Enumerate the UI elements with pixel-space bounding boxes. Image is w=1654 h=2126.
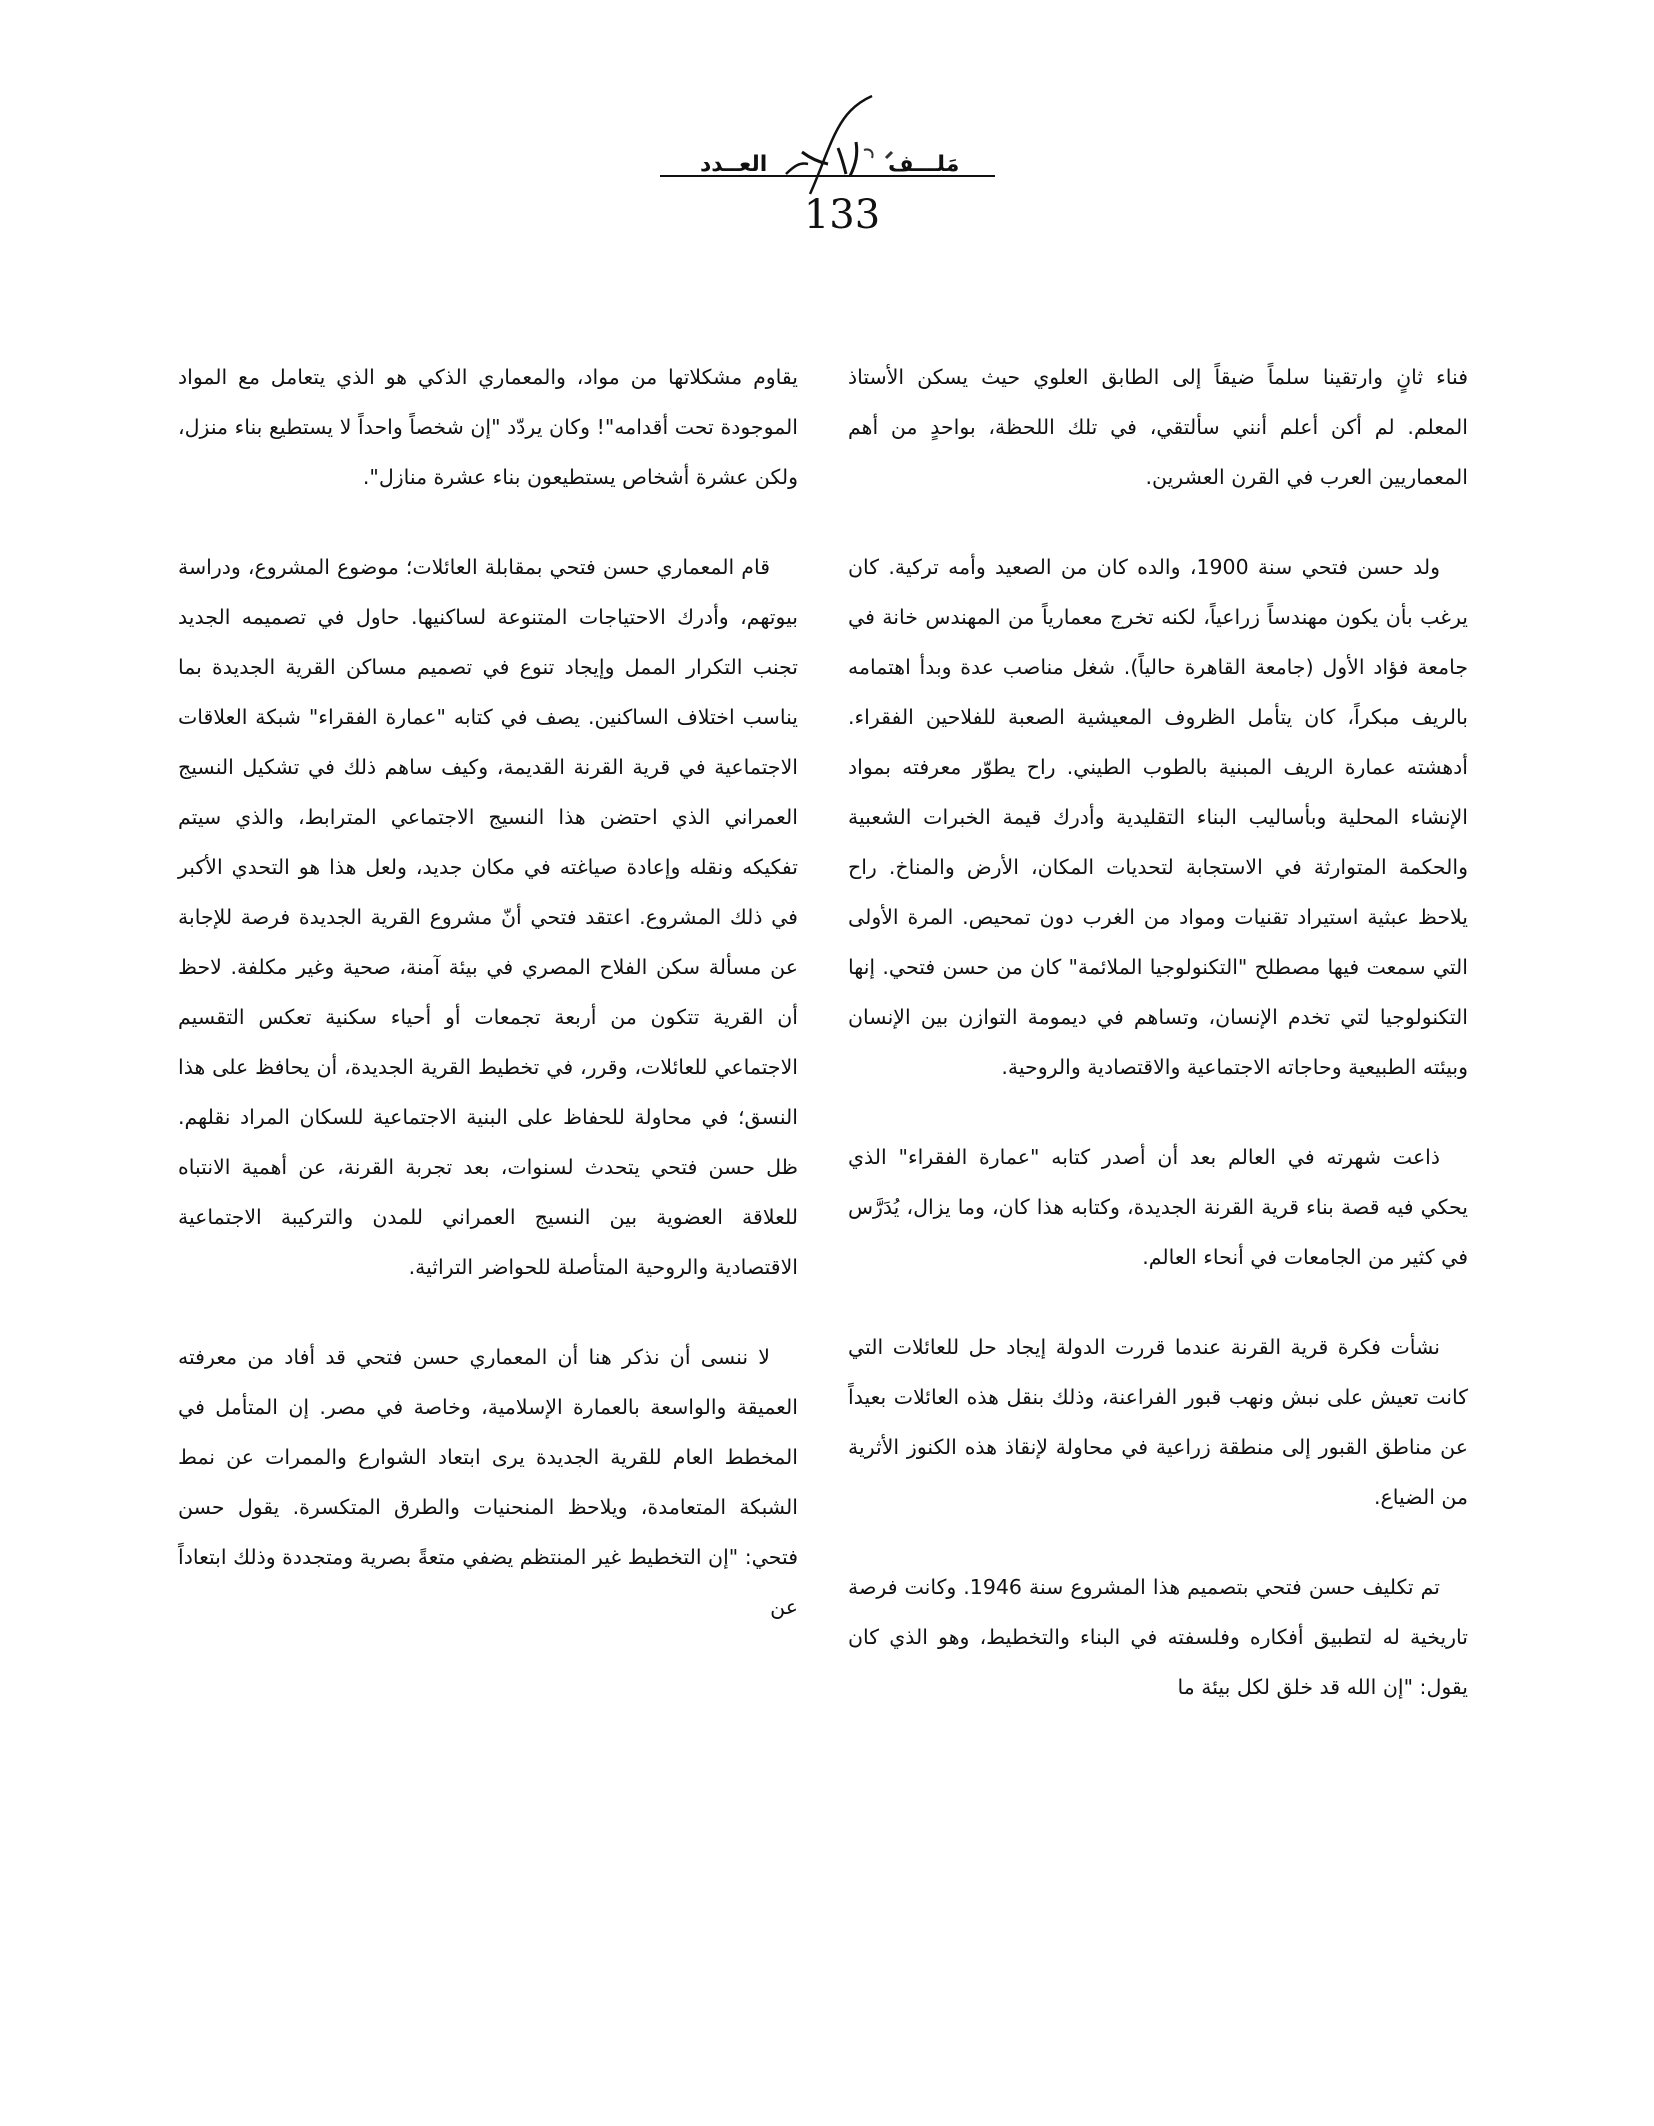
logo-mark-icon xyxy=(660,92,1000,202)
paragraph: فناء ثانٍ وارتقينا سلماً ضيقاً إلى الطابق العلوي حيث يسكن الأستاذ المعلم. لم أكن أعلم أنني سألتقي، في تلك اللحظة، بواحدٍ من أهم المعماريين العرب في القرن العشرين. xyxy=(848,365,1468,489)
paragraph: تم تكليف حسن فتحي بتصميم هذا المشروع سنة 1946. وكانت فرصة تاريخية له لتطبيق أفكاره وفلسفته في البناء والتخطيط، وهو الذي كان يقول: "إن الله قد خلق لكل بيئة ما xyxy=(848,1575,1468,1699)
paragraph: نشأت فكرة قرية القرنة عندما قررت الدولة إيجاد حل للعائلات التي كانت تعيش على نبش ونهب قبور الفراعنة، وذلك بنقل هذه العائلات بعيداً عن مناطق القبور إلى منطقة زراعية في محاولة لإنقاذ هذه الكنوز الأثرية من الضياع. xyxy=(848,1335,1468,1509)
section-label-file: مَلـــف xyxy=(888,152,960,177)
page-number: 133 xyxy=(803,192,881,238)
article-column-left xyxy=(178,352,798,1672)
section-label-issue: العــدد xyxy=(700,152,768,177)
paragraph: ذاعت شهرته في العالم بعد أن أصدر كتابه "عمارة الفقراء" الذي يحكي فيه قصة بناء قرية القرنة الجديدة، وكتابه هذا كان، وما يزال، يُدَرَّس في كثير من الجامعات في أنحاء العالم. xyxy=(848,1145,1468,1269)
paragraph: لا ننسى أن نذكر هنا أن المعماري حسن فتحي قد أفاد من معرفته العميقة والواسعة بالعمارة الإسلامية، وخاصة في مصر. إن المتأمل في المخطط العام للقرية الجديدة يرى ابتعاد الشوارع والممرات عن نمط الشبكة المتعامدة، ويلاحظ المنحنيات والطرق المتكسرة. يقول حسن فتحي: "إن التخطيط غير المنتظم يضفي متعةً بصرية ومتجددة وذلك ابتعاداً عن xyxy=(178,1345,798,1619)
paragraph: ولد حسن فتحي سنة 1900، والده كان من الصعيد وأمه تركية. كان يرغب بأن يكون مهندساً زراعياً، لكنه تخرج معمارياً من المهندس خانة في جامعة فؤاد الأول (جامعة القاهرة حالياً). شغل مناصب عدة وبدأ اهتمامه بالريف مبكراً، كان يتأمل الظروف المعيشية الصعبة للفلاحين الفقراء. أدهشته عمارة الريف المبنية بالطوب الطيني. راح يطوّر معرفته بمواد الإنشاء المحلية وبأساليب البناء التقليدية وأدرك قيمة الخبرات الشعبية والحكمة المتوارثة في الاستجابة لتحديات المكان، الأرض والمناخ. راح يلاحظ عبثية استيراد تقنيات ومواد من الغرب دون تمحيص. المرة الأولى التي سمعت فيها مصطلح "التكنولوجيا الملائمة" كان من حسن فتحي. إنها التكنولوجيا لتي تخدم الإنسان، وتساهم في ديمومة التوازن بين الإنسان وبيئته الطبيعية وحاجاته الاجتماعية والاقتصادية والروحية. xyxy=(848,555,1468,1079)
paragraph: قام المعماري حسن فتحي بمقابلة العائلات؛ موضوع المشروع، ودراسة بيوتهم، وأدرك الاحتياجات المتنوعة لساكنيها. حاول في تصميمه الجديد تجنب التكرار الممل وإيجاد تنوع في تصميم مساكن القرية الجديدة بما يناسب اختلاف الساكنين. يصف في كتابه "عمارة الفقراء" شبكة العلاقات الاجتماعية في قرية القرنة القديمة، وكيف ساهم ذلك في تشكيل النسيج العمراني الذي احتضن هذا النسيج الاجتماعي المترابط، والذي سيتم تفكيكه ونقله وإعادة صياغته في مكان جديد، ولعل هذا هو التحدي الأكبر في ذلك المشروع. اعتقد فتحي أنّ مشروع القرية الجديدة فرصة للإجابة عن مسألة سكن الفلاح المصري في بيئة آمنة، صحية وغير مكلفة. لاحظ أن القرية تتكون من أربعة تجمعات أو أحياء سكنية تعكس التقسيم الاجتماعي للعائلات، وقرر، في تخطيط القرية الجديدة، أن يحافظ على هذا النسق؛ في محاولة للحفاظ على البنية الاجتماعية للسكان المراد نقلهم. ظل حسن فتحي يتحدث لسنوات، بعد تجربة القرنة، عن أهمية الانتباه للعلاقة العضوية بين النسيج العمراني للمدن والتركيبة الاجتماعية الاقتصادية والروحية المتأصلة للحواضر التراثية. xyxy=(178,555,798,1279)
magazine-logo xyxy=(660,92,1000,202)
paragraph: يقاوم مشكلاتها من مواد، والمعماري الذكي هو الذي يتعامل مع المواد الموجودة تحت أقدامه"! وكان يردّد "إن شخصاً واحداً لا يستطيع بناء منزل، ولكن عشرة أشخاص يستطيعون بناء عشرة منازل". xyxy=(178,365,798,489)
page-header xyxy=(0,0,1654,238)
article-column-right xyxy=(848,352,1468,1752)
